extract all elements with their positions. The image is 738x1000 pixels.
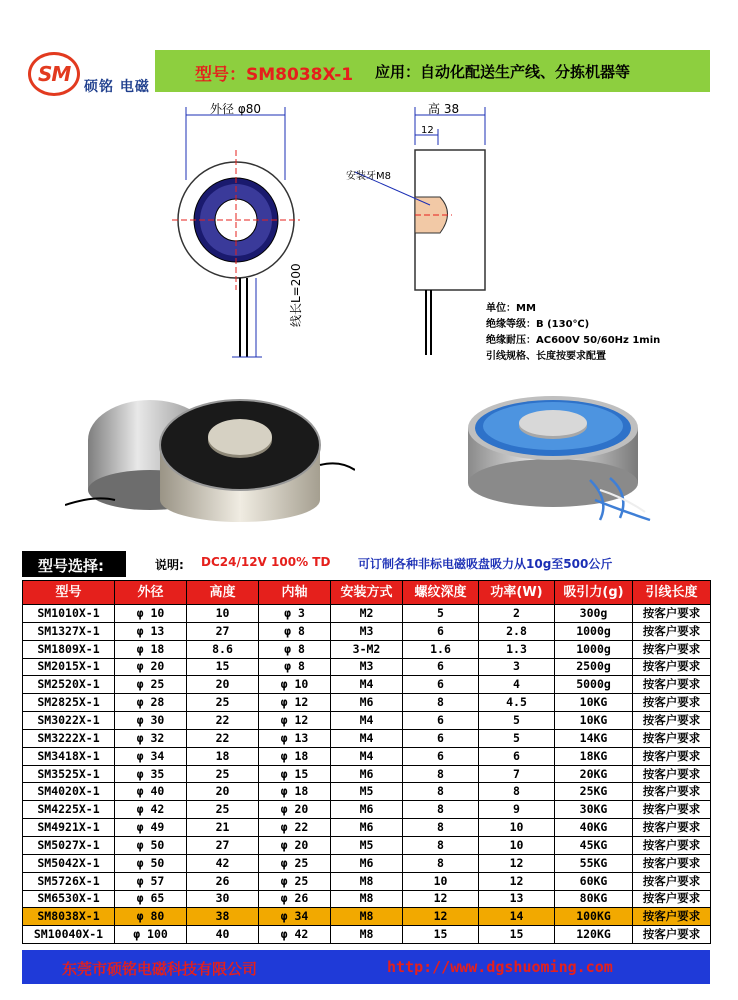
table-cell: φ 34 [115,747,187,765]
table-row [23,712,711,730]
table-cell: φ 13 [115,622,187,640]
spec-table [22,580,711,944]
table-row [23,729,711,747]
table-cell: SM1809X-1 [23,640,115,658]
table-cell: M8 [331,926,403,944]
table-cell: φ 34 [259,908,331,926]
table-cell: 15 [479,926,555,944]
table-cell: 6 [403,729,479,747]
table-cell: 100KG [555,908,633,926]
header-bar [155,50,710,92]
table-cell: 按客户要求 [633,765,711,783]
table-row [23,926,711,944]
table-cell: φ 10 [115,605,187,623]
table-cell: SM1327X-1 [23,622,115,640]
table-cell: φ 32 [115,729,187,747]
table-row [23,872,711,890]
table-cell: 25 [187,765,259,783]
table-cell: M6 [331,801,403,819]
table-cell: 按客户要求 [633,694,711,712]
table-cell: 按客户要求 [633,890,711,908]
table-row [23,747,711,765]
column-header: 高度 [187,581,259,605]
table-cell: 8 [403,783,479,801]
table-cell: 30KG [555,801,633,819]
table-cell: 15 [403,926,479,944]
table-cell: 6 [403,622,479,640]
table-cell: 5000g [555,676,633,694]
table-cell: 8.6 [187,640,259,658]
table-cell: 38 [187,908,259,926]
table-cell: 6 [403,712,479,730]
footer-bar [22,950,710,984]
table-cell: 2500g [555,658,633,676]
table-cell: SM8038X-1 [23,908,115,926]
table-cell: 22 [187,729,259,747]
table-cell: 6 [403,747,479,765]
table-cell: 8 [403,694,479,712]
table-cell: 10 [479,819,555,837]
table-cell: 12 [479,854,555,872]
table-row [23,658,711,676]
column-header: 引线长度 [633,581,711,605]
table-cell: φ 28 [115,694,187,712]
table-cell: φ 22 [259,819,331,837]
table-cell: φ 65 [115,890,187,908]
table-cell: φ 3 [259,605,331,623]
table-cell: 1.6 [403,640,479,658]
table-cell: M3 [331,622,403,640]
table-cell: 15 [187,658,259,676]
note-custom: 可订制各种非标电磁吸盘吸力从10g至500公斤 [358,557,613,571]
table-cell: 8 [403,765,479,783]
column-header: 功率(W) [479,581,555,605]
table-row [23,836,711,854]
product-photo-2 [460,380,660,530]
table-row-highlighted [23,908,711,926]
table-cell: φ 26 [259,890,331,908]
table-cell: φ 57 [115,872,187,890]
column-header: 内轴 [259,581,331,605]
table-cell: φ 13 [259,729,331,747]
spec-lead-note: 引线规格、长度按要求配置 [486,351,606,362]
table-cell: SM5726X-1 [23,872,115,890]
table-cell: 按客户要求 [633,747,711,765]
table-cell: 60KG [555,872,633,890]
logo-text: SM [38,62,71,86]
table-cell: 27 [187,836,259,854]
table-cell: φ 35 [115,765,187,783]
table-cell: φ 49 [115,819,187,837]
table-cell: φ 50 [115,854,187,872]
company-logo [28,52,80,96]
table-cell: 10KG [555,694,633,712]
table-cell: SM4020X-1 [23,783,115,801]
table-cell: 12 [403,908,479,926]
table-cell: 2.8 [479,622,555,640]
table-cell: M2 [331,605,403,623]
table-cell: 按客户要求 [633,658,711,676]
table-cell: φ 18 [115,640,187,658]
website-link[interactable]: http://www.dgshuoming.com [387,958,613,976]
spec-withstand-voltage: 绝缘耐压：AC600V 50/60Hz 1min [486,335,661,346]
table-cell: 7 [479,765,555,783]
table-row [23,854,711,872]
table-cell: SM3222X-1 [23,729,115,747]
table-cell: 6 [403,658,479,676]
table-cell: φ 25 [259,872,331,890]
table-cell: M4 [331,747,403,765]
table-cell: SM2015X-1 [23,658,115,676]
table-cell: SM3525X-1 [23,765,115,783]
note-label: 说明: [155,558,184,572]
table-cell: 13 [479,890,555,908]
table-row [23,783,711,801]
table-cell: φ 30 [115,712,187,730]
table-cell: 按客户要求 [633,783,711,801]
table-cell: 26 [187,872,259,890]
table-body [23,605,711,944]
table-cell: 按客户要求 [633,640,711,658]
table-row [23,605,711,623]
table-cell: M4 [331,712,403,730]
table-cell: M3 [331,658,403,676]
table-cell: φ 20 [259,801,331,819]
table-cell: 40KG [555,819,633,837]
table-cell: 14KG [555,729,633,747]
table-cell: M4 [331,729,403,747]
table-cell: 120KG [555,926,633,944]
table-cell: 25 [187,694,259,712]
table-cell: M6 [331,765,403,783]
table-cell: SM5027X-1 [23,836,115,854]
table-cell: φ 42 [115,801,187,819]
table-cell: 8 [479,783,555,801]
table-cell: φ 18 [259,783,331,801]
table-cell: M6 [331,694,403,712]
table-cell: 8 [403,819,479,837]
table-cell: φ 50 [115,836,187,854]
table-row [23,890,711,908]
table-cell: 按客户要求 [633,622,711,640]
table-cell: φ 20 [259,836,331,854]
table-cell: 20KG [555,765,633,783]
column-header: 外径 [115,581,187,605]
table-cell: 按客户要求 [633,605,711,623]
product-photo-1 [65,385,355,525]
company-name: 东莞市硕铭电磁科技有限公司 [62,960,258,978]
table-cell: 42 [187,854,259,872]
table-cell: SM1010X-1 [23,605,115,623]
table-cell: φ 20 [115,658,187,676]
table-cell: 21 [187,819,259,837]
side-view [355,107,485,355]
table-cell: 3 [479,658,555,676]
column-header: 吸引力(g) [555,581,633,605]
table-cell: 6 [479,747,555,765]
table-cell: 5 [403,605,479,623]
table-row [23,694,711,712]
table-cell: φ 15 [259,765,331,783]
table-cell: 4.5 [479,694,555,712]
table-cell: φ 12 [259,712,331,730]
table-row [23,765,711,783]
table-cell: 18KG [555,747,633,765]
table-cell: SM2825X-1 [23,694,115,712]
table-cell: φ 8 [259,658,331,676]
table-cell: φ 40 [115,783,187,801]
table-cell: M6 [331,854,403,872]
table-cell: φ 18 [259,747,331,765]
table-cell: M8 [331,872,403,890]
table-cell: 10KG [555,712,633,730]
table-cell: 按客户要求 [633,712,711,730]
column-header: 型号 [23,581,115,605]
technical-drawing [150,95,710,365]
table-cell: SM6530X-1 [23,890,115,908]
table-cell: 按客户要求 [633,676,711,694]
table-cell: φ 25 [115,676,187,694]
table-cell: M5 [331,836,403,854]
table-cell: 20 [187,676,259,694]
table-cell: φ 10 [259,676,331,694]
table-cell: φ 12 [259,694,331,712]
table-row [23,640,711,658]
table-cell: 2 [479,605,555,623]
brand-name: 硕铭 电磁 [84,79,150,95]
table-cell: 25 [187,801,259,819]
table-cell: 10 [403,872,479,890]
application-title: 应用：自动化配送生产线、分拣机器等 [375,63,631,81]
thread-label: 安装牙M8 [346,171,391,182]
table-cell: 按客户要求 [633,854,711,872]
table-cell: 按客户要求 [633,872,711,890]
note-spec: DC24/12V 100% TD [201,555,331,569]
table-cell: 5 [479,729,555,747]
table-cell: M4 [331,676,403,694]
table-cell: M8 [331,890,403,908]
depth-label: 12 [421,125,434,136]
table-cell: 40 [187,926,259,944]
table-cell: SM5042X-1 [23,854,115,872]
table-cell: φ 80 [115,908,187,926]
table-row [23,801,711,819]
table-cell: 5 [479,712,555,730]
table-cell: 8 [403,801,479,819]
table-cell: φ 8 [259,622,331,640]
table-cell: 27 [187,622,259,640]
column-header: 螺纹深度 [403,581,479,605]
table-cell: SM4921X-1 [23,819,115,837]
table-cell: 18 [187,747,259,765]
height-label: 高 38 [428,102,460,116]
model-title: 型号：SM8038X-1 [195,65,354,85]
table-cell: SM4225X-1 [23,801,115,819]
table-cell: 55KG [555,854,633,872]
table-cell: 20 [187,783,259,801]
table-cell: 按客户要求 [633,801,711,819]
table-row [23,622,711,640]
table-cell: SM2520X-1 [23,676,115,694]
lead-length-label: 线长L=200 [289,263,303,327]
table-cell: M8 [331,908,403,926]
table-cell: 22 [187,712,259,730]
spec-insulation-class: 绝缘等级：B (130℃) [486,319,590,330]
table-cell: 14 [479,908,555,926]
table-cell: 按客户要求 [633,729,711,747]
table-cell: 按客户要求 [633,819,711,837]
table-cell: 10 [479,836,555,854]
table-cell: 1000g [555,622,633,640]
table-cell: SM10040X-1 [23,926,115,944]
table-row [23,819,711,837]
spec-unit: 单位：MM [486,303,536,314]
table-cell: 10 [187,605,259,623]
table-cell: 45KG [555,836,633,854]
table-row [23,676,711,694]
table-cell: SM3418X-1 [23,747,115,765]
front-view [172,107,300,357]
table-cell: M5 [331,783,403,801]
table-cell: 8 [403,836,479,854]
table-cell: φ 100 [115,926,187,944]
table-cell: 8 [403,854,479,872]
table-cell: 12 [479,872,555,890]
table-cell: 按客户要求 [633,926,711,944]
table-cell: 按客户要求 [633,836,711,854]
model-selection-title: 型号选择: [22,551,126,577]
table-cell: 300g [555,605,633,623]
table-cell: 9 [479,801,555,819]
table-cell: 4 [479,676,555,694]
table-cell: 30 [187,890,259,908]
table-cell: φ 42 [259,926,331,944]
column-header: 安装方式 [331,581,403,605]
table-cell: 3-M2 [331,640,403,658]
table-cell: 80KG [555,890,633,908]
table-cell: SM3022X-1 [23,712,115,730]
table-cell: 6 [403,676,479,694]
table-cell: 1.3 [479,640,555,658]
table-cell: M6 [331,819,403,837]
table-cell: φ 8 [259,640,331,658]
table-cell: 1000g [555,640,633,658]
table-cell: 按客户要求 [633,908,711,926]
outer-diameter-label: 外径 φ80 [210,102,262,116]
table-cell: 25KG [555,783,633,801]
table-cell: φ 25 [259,854,331,872]
table-cell: 12 [403,890,479,908]
table-header-row [23,581,711,605]
